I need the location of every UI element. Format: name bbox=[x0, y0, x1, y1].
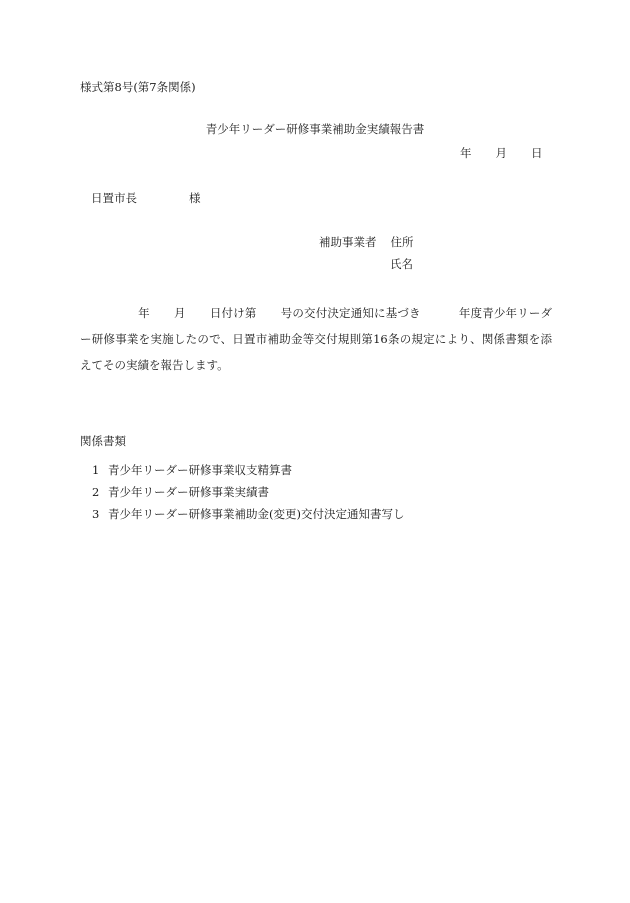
document-title: 青少年リーダー研修事業補助金実績報告書 bbox=[205, 122, 425, 136]
related-document-label: 青少年リーダー研修事業収支精算書 bbox=[108, 463, 292, 477]
related-documents-list bbox=[92, 459, 404, 525]
body-notice: 号の交付決定通知に基づき bbox=[280, 306, 421, 320]
related-document-item bbox=[92, 459, 404, 481]
addressee-honorific: 様 bbox=[189, 191, 201, 205]
report-body bbox=[80, 300, 552, 378]
applicant-label: 補助事業者 bbox=[319, 235, 377, 249]
addressee-name: 日置市長 bbox=[91, 191, 137, 205]
applicant-address-label: 住所 bbox=[390, 235, 414, 249]
related-document-item bbox=[92, 481, 404, 503]
date-year-label: 年 bbox=[460, 146, 472, 160]
related-document-label: 青少年リーダー研修事業実績書 bbox=[108, 485, 269, 499]
date-day-label: 日 bbox=[531, 146, 543, 160]
applicant-address-line bbox=[319, 237, 414, 249]
related-document-item bbox=[92, 503, 404, 525]
addressee bbox=[91, 193, 201, 205]
related-document-label: 青少年リーダー研修事業補助金(変更)交付決定通知書写し bbox=[108, 507, 405, 521]
body-year: 年 bbox=[138, 306, 150, 320]
date-line bbox=[460, 148, 580, 160]
related-document-number: 1 bbox=[92, 463, 100, 477]
body-fiscal-year-text: 年度青少年リーダー研修事業を実施したので、日置市補助金等交付規則第16条の規定により、関係書類を添えてその実績を報告します。 bbox=[80, 306, 553, 372]
date-month-label: 月 bbox=[495, 146, 507, 160]
related-document-number: 2 bbox=[92, 485, 100, 499]
related-document-number: 3 bbox=[92, 507, 100, 521]
related-documents-heading: 関係書類 bbox=[80, 434, 126, 448]
applicant-name-label: 氏名 bbox=[390, 257, 413, 271]
form-number: 様式第8号(第7条関係) bbox=[80, 80, 196, 94]
body-month: 月 bbox=[173, 306, 186, 320]
body-dated-no: 日付け第 bbox=[209, 306, 257, 320]
